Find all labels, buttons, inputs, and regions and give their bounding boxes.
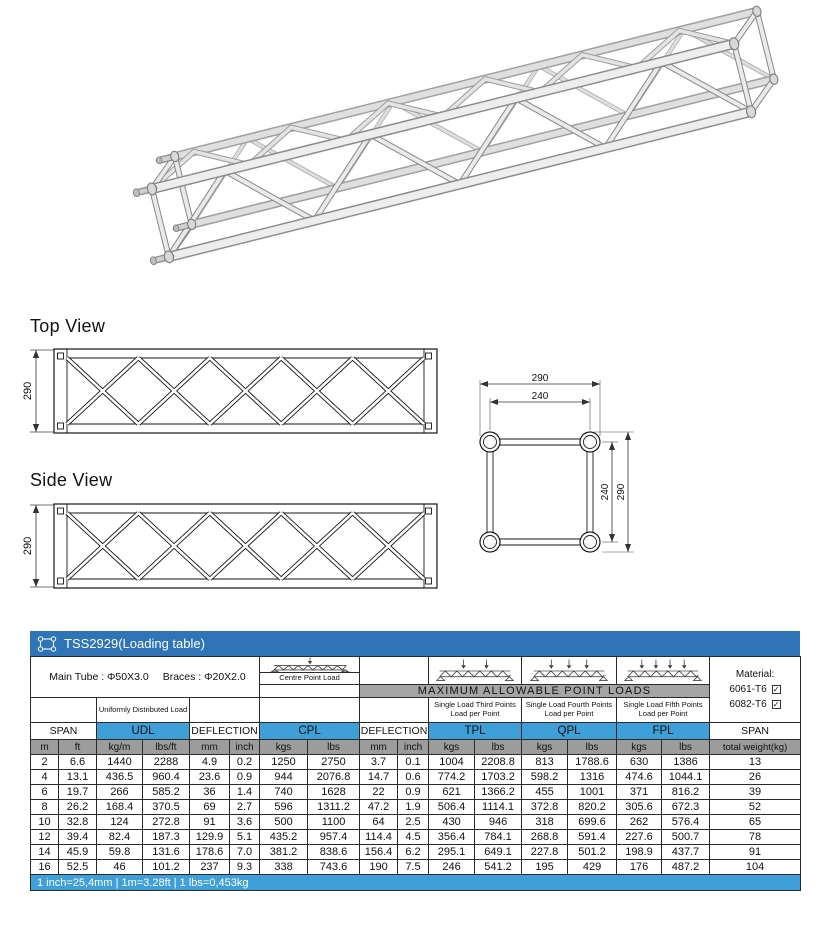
table-cell: 16 xyxy=(31,860,59,875)
table-cell: 2208.8 xyxy=(475,755,522,770)
table-cell: 3.7 xyxy=(360,755,398,770)
table-cell: 5.1 xyxy=(230,830,260,845)
table-cell: 487.2 xyxy=(662,860,710,875)
table-cell: 2750 xyxy=(308,755,360,770)
table-cell: 47.2 xyxy=(360,800,398,815)
table-cell: 500.7 xyxy=(662,830,710,845)
table-cell: 39 xyxy=(710,785,801,800)
table-cell: 576.4 xyxy=(662,815,710,830)
udl-header: UDL xyxy=(97,723,190,740)
table-cell: 598.2 xyxy=(522,770,568,785)
table-cell: 318 xyxy=(522,815,568,830)
unit-header: total weight(kg) xyxy=(710,740,801,755)
unit-header: mm xyxy=(190,740,230,755)
dimension-top-inner xyxy=(490,391,590,430)
table-cell: 246 xyxy=(429,860,475,875)
table-cell: 6.6 xyxy=(59,755,97,770)
table-cell: 784.1 xyxy=(475,830,522,845)
table-cell: 672.3 xyxy=(662,800,710,815)
qpl-header: QPL xyxy=(522,723,617,740)
side-view-label: Side View xyxy=(30,470,113,490)
blank-cell xyxy=(360,657,429,685)
unit-header: kgs xyxy=(522,740,568,755)
table-cell: 1001 xyxy=(568,785,617,800)
deflection-header: DEFLECTION xyxy=(360,723,429,740)
material-option: 6082-T6 ✓ xyxy=(729,699,780,710)
table-cell: 816.2 xyxy=(662,785,710,800)
table-cell: 14.7 xyxy=(360,770,398,785)
blank-cell xyxy=(260,698,360,723)
table-cell: 0.9 xyxy=(230,770,260,785)
table-cell: 131.6 xyxy=(143,845,190,860)
table-cell: 272.8 xyxy=(143,815,190,830)
table-cell: 59.8 xyxy=(97,845,143,860)
table-row xyxy=(31,800,801,815)
table-cell: 176 xyxy=(617,860,662,875)
table-cell: 32.8 xyxy=(59,815,97,830)
table-cell: 45.9 xyxy=(59,845,97,860)
table-cell: 6.2 xyxy=(398,845,429,860)
fpl-load-icon xyxy=(620,658,706,684)
units-row xyxy=(31,740,801,755)
table-cell: 187.3 xyxy=(143,830,190,845)
dimension-290 xyxy=(22,350,54,432)
table-cell: 227.6 xyxy=(617,830,662,845)
table-cell: 168.4 xyxy=(97,800,143,815)
table-cell: 596 xyxy=(260,800,308,815)
loading-table-body xyxy=(31,755,801,875)
unit-header: lbs xyxy=(662,740,710,755)
main-tube-spec-text: Main Tube : Φ50X3.0 xyxy=(49,671,149,683)
table-cell: 591.4 xyxy=(568,830,617,845)
table-row xyxy=(31,785,801,800)
table-cell: 190 xyxy=(360,860,398,875)
table-cell: 7.5 xyxy=(398,860,429,875)
dim-label: 290 xyxy=(22,381,34,401)
qpl-load-icon xyxy=(526,658,612,684)
table-cell: 178.6 xyxy=(190,845,230,860)
table-cell: 4 xyxy=(31,770,59,785)
cross-section-braces xyxy=(487,439,593,545)
table-cell: 820.2 xyxy=(568,800,617,815)
table-cell: 630 xyxy=(617,755,662,770)
unit-header: kg/m xyxy=(97,740,143,755)
main-tube-spec xyxy=(31,657,260,698)
material-cell xyxy=(710,657,801,723)
table-cell: 0.9 xyxy=(398,785,429,800)
table-cell: 1114.1 xyxy=(475,800,522,815)
unit-header: m xyxy=(31,740,59,755)
table-row xyxy=(31,860,801,875)
table-cell: 455 xyxy=(522,785,568,800)
unit-header: kgs xyxy=(617,740,662,755)
table-cell: 621 xyxy=(429,785,475,800)
table-cell: 1.4 xyxy=(230,785,260,800)
unit-header: inch xyxy=(398,740,429,755)
table-cell: 1316 xyxy=(568,770,617,785)
cpl-header: CPL xyxy=(260,723,360,740)
table-cell: 4.9 xyxy=(190,755,230,770)
table-cell: 26.2 xyxy=(59,800,97,815)
table-title: TSS2929(Loading table) xyxy=(64,636,205,651)
tpl-header: TPL xyxy=(429,723,522,740)
fpl-description: Single Load Fifth Points Load per Point xyxy=(617,698,710,723)
dim-label: 290 xyxy=(531,373,549,384)
table-cell: 1386 xyxy=(662,755,710,770)
table-cell: 2076.8 xyxy=(308,770,360,785)
table-cell: 500 xyxy=(260,815,308,830)
unit-header: lbs/ft xyxy=(143,740,190,755)
table-cell: 774.2 xyxy=(429,770,475,785)
conversion-note: 1 inch=25,4mm | 1m=3.28ft | 1 lbs=0,453kg xyxy=(31,875,801,891)
table-cell: 0.2 xyxy=(230,755,260,770)
table-cell: 22 xyxy=(360,785,398,800)
unit-header: inch xyxy=(230,740,260,755)
table-cell: 356.4 xyxy=(429,830,475,845)
table-cell: 381.2 xyxy=(260,845,308,860)
footer-row xyxy=(31,875,801,891)
table-cell: 2288 xyxy=(143,755,190,770)
table-cell: 23.6 xyxy=(190,770,230,785)
table-cell: 14 xyxy=(31,845,59,860)
truss-section-icon xyxy=(37,636,57,652)
table-cell: 124 xyxy=(97,815,143,830)
table-cell: 370.5 xyxy=(143,800,190,815)
material-option: 6061-T6 ✓ xyxy=(729,684,780,695)
material-label: Material: xyxy=(735,669,775,680)
top-view-drawing xyxy=(22,341,442,441)
table-cell: 19.7 xyxy=(59,785,97,800)
table-cell: 8 xyxy=(31,800,59,815)
table-cell: 78 xyxy=(710,830,801,845)
table-cell: 1366.2 xyxy=(475,785,522,800)
cpl-load-icon xyxy=(266,657,354,672)
loading-table xyxy=(30,656,801,891)
cross-section-drawing xyxy=(440,372,640,562)
side-view-drawing xyxy=(22,496,442,596)
table-cell: 1628 xyxy=(308,785,360,800)
deflection-header: DEFLECTION xyxy=(190,723,260,740)
tpl-load-icon xyxy=(432,658,518,684)
tpl-description: Single Load Third Points Load per Point xyxy=(429,698,522,723)
dim-label: 240 xyxy=(600,483,611,501)
truss-outline xyxy=(54,349,437,433)
table-row xyxy=(31,845,801,860)
table-title-bar xyxy=(30,631,800,656)
blank-cell xyxy=(260,685,360,698)
table-cell: 104 xyxy=(710,860,801,875)
table-cell: 13 xyxy=(710,755,801,770)
table-cell: 338 xyxy=(260,860,308,875)
unit-header: lbs xyxy=(475,740,522,755)
table-cell: 156.4 xyxy=(360,845,398,860)
table-cell: 1044.1 xyxy=(662,770,710,785)
table-cell: 3.6 xyxy=(230,815,260,830)
table-cell: 371 xyxy=(617,785,662,800)
table-cell: 1100 xyxy=(308,815,360,830)
table-cell: 2.7 xyxy=(230,800,260,815)
braces-spec-text: Braces : Φ20X2.0 xyxy=(162,671,246,683)
table-cell: 649.1 xyxy=(475,845,522,860)
table-cell: 295.1 xyxy=(429,845,475,860)
cpl-icon-cell xyxy=(260,657,360,673)
table-cell: 12 xyxy=(31,830,59,845)
table-cell: 436.5 xyxy=(97,770,143,785)
table-cell: 2 xyxy=(31,755,59,770)
table-cell: 699.6 xyxy=(568,815,617,830)
blank-cell xyxy=(31,698,97,723)
table-cell: 114.4 xyxy=(360,830,398,845)
table-cell: 266 xyxy=(97,785,143,800)
checkbox-checked-icon: ✓ xyxy=(772,699,780,709)
cross-section-tubes xyxy=(480,432,600,552)
table-cell: 65 xyxy=(710,815,801,830)
unit-header: ft xyxy=(59,740,97,755)
table-cell: 52.5 xyxy=(59,860,97,875)
table-row xyxy=(31,815,801,830)
table-cell: 237 xyxy=(190,860,230,875)
table-cell: 1703.2 xyxy=(475,770,522,785)
table-cell: 474.6 xyxy=(617,770,662,785)
table-cell: 198.9 xyxy=(617,845,662,860)
table-cell: 585.2 xyxy=(143,785,190,800)
table-cell: 1004 xyxy=(429,755,475,770)
dim-label: 290 xyxy=(22,536,34,556)
unit-header: lbs xyxy=(568,740,617,755)
table-cell: 2.5 xyxy=(398,815,429,830)
table-cell: 0.6 xyxy=(398,770,429,785)
table-cell: 1440 xyxy=(97,755,143,770)
tpl-icon-cell xyxy=(429,657,522,685)
dimension-290 xyxy=(22,505,54,587)
table-row xyxy=(31,770,801,785)
table-row xyxy=(31,830,801,845)
table-cell: 1311.2 xyxy=(308,800,360,815)
table-cell: 36 xyxy=(190,785,230,800)
span-weight-header: SPAN xyxy=(710,723,801,740)
table-cell: 91 xyxy=(710,845,801,860)
table-cell: 13.1 xyxy=(59,770,97,785)
table-cell: 82.4 xyxy=(97,830,143,845)
table-cell: 435.2 xyxy=(260,830,308,845)
table-cell: 129.9 xyxy=(190,830,230,845)
table-cell: 10 xyxy=(31,815,59,830)
fpl-icon-cell xyxy=(617,657,710,685)
table-cell: 101.2 xyxy=(143,860,190,875)
table-cell: 26 xyxy=(710,770,801,785)
table-cell: 960.4 xyxy=(143,770,190,785)
blank-cell xyxy=(190,698,260,723)
table-cell: 9.3 xyxy=(230,860,260,875)
table-cell: 69 xyxy=(190,800,230,815)
span-header: SPAN xyxy=(31,723,97,740)
table-cell: 39.4 xyxy=(59,830,97,845)
table-cell: 262 xyxy=(617,815,662,830)
qpl-description: Single Load Fourth Points Load per Point xyxy=(522,698,617,723)
table-cell: 7.0 xyxy=(230,845,260,860)
unit-header: lbs xyxy=(308,740,360,755)
unit-header: kgs xyxy=(260,740,308,755)
table-cell: 430 xyxy=(429,815,475,830)
table-cell: 813 xyxy=(522,755,568,770)
table-cell: 501.2 xyxy=(568,845,617,860)
top-view-label: Top View xyxy=(30,316,106,336)
table-cell: 0.1 xyxy=(398,755,429,770)
max-loads-header: MAXIMUM ALLOWABLE POINT LOADS xyxy=(360,685,710,698)
table-cell: 437.7 xyxy=(662,845,710,860)
table-cell: 268.8 xyxy=(522,830,568,845)
loading-table-section xyxy=(30,631,800,891)
truss-outline xyxy=(54,504,437,588)
table-cell: 743.6 xyxy=(308,860,360,875)
table-cell: 946 xyxy=(475,815,522,830)
table-cell: 506.4 xyxy=(429,800,475,815)
table-cell: 1.9 xyxy=(398,800,429,815)
unit-header: mm xyxy=(360,740,398,755)
table-cell: 64 xyxy=(360,815,398,830)
table-cell: 541.2 xyxy=(475,860,522,875)
table-cell: 1788.6 xyxy=(568,755,617,770)
udl-description: Uniformly Distributed Load xyxy=(97,698,190,723)
table-cell: 4.5 xyxy=(398,830,429,845)
table-cell: 944 xyxy=(260,770,308,785)
table-cell: 91 xyxy=(190,815,230,830)
table-cell: 429 xyxy=(568,860,617,875)
table-cell: 957.4 xyxy=(308,830,360,845)
table-cell: 6 xyxy=(31,785,59,800)
table-cell: 1250 xyxy=(260,755,308,770)
cpl-description: Centre Point Load xyxy=(260,673,360,685)
table-cell: 46 xyxy=(97,860,143,875)
checkbox-checked-icon: ✓ xyxy=(772,684,780,694)
fpl-header: FPL xyxy=(617,723,710,740)
table-cell: 195 xyxy=(522,860,568,875)
unit-header: kgs xyxy=(429,740,475,755)
dim-label: 240 xyxy=(531,391,549,402)
table-cell: 52 xyxy=(710,800,801,815)
qpl-icon-cell xyxy=(522,657,617,685)
table-cell: 227.8 xyxy=(522,845,568,860)
blank-cell xyxy=(360,698,429,723)
truss-3d-render xyxy=(125,5,805,275)
table-cell: 838.6 xyxy=(308,845,360,860)
table-cell: 740 xyxy=(260,785,308,800)
table-cell: 372.8 xyxy=(522,800,568,815)
table-row xyxy=(31,755,801,770)
dim-label: 290 xyxy=(616,483,627,501)
table-cell: 305.6 xyxy=(617,800,662,815)
